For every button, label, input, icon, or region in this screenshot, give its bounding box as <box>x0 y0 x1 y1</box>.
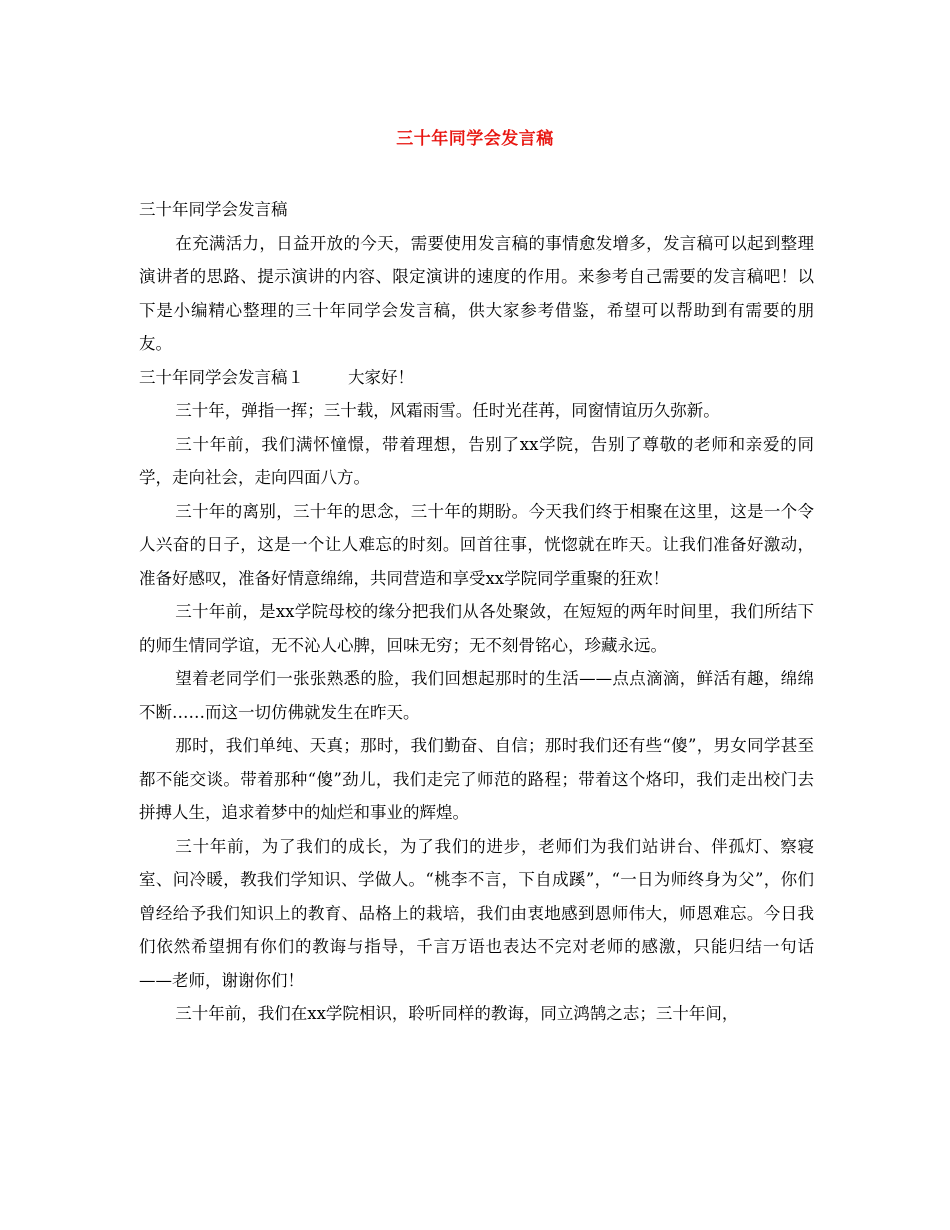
document-body <box>139 193 814 1031</box>
document-title: 三十年同学会发言稿 <box>396 129 554 149</box>
body-paragraph-6: 那时，我们单纯、天真；那时，我们勤奋、自信；那时我们还有些“傻”，男女同学甚至都不能交谈。带着那种“傻”劲儿，我们走完了师范的路程；带着这个烙印，我们走出校门去拼搏人生，追求着梦中的灿烂和事业的辉煌。 <box>139 736 814 822</box>
section-heading-line <box>139 361 814 395</box>
body-paragraph-2: 三十年前，我们满怀憧憬，带着理想，告别了xx学院，告别了尊敬的老师和亲爱的同学，走向社会，走向四面八方。 <box>139 434 814 487</box>
document-subtitle: 三十年同学会发言稿 <box>139 200 288 219</box>
body-paragraph-1: 三十年，弹指一挥；三十载，风霜雨雪。任时光荏苒，同窗情谊历久弥新。 <box>175 401 720 420</box>
body-paragraph-4: 三十年前，是xx学院母校的缘分把我们从各处聚敛，在短短的两年时间里，我们所结下的师生情同学谊，无不沁人心脾，回味无穷；无不刻骨铭心，珍藏永远。 <box>139 602 814 655</box>
body-paragraph-3: 三十年的离别，三十年的思念，三十年的期盼。今天我们终于相聚在这里，这是一个令人兴奋的日子，这是一个让人难忘的时刻。回首往事，恍惚就在昨天。让我们准备好激动，准备好感叹，准备好情意绵绵，共同营造和享受xx学院同学重聚的狂欢！ <box>139 501 814 588</box>
greeting: 大家好！ <box>348 367 414 387</box>
body-paragraph-5: 望着老同学们一张张熟悉的脸，我们回想起那时的生活——点点滴滴，鲜活有趣，绵绵不断……而这一切仿佛就发生在昨天。 <box>139 669 814 722</box>
intro-paragraph: 在充满活力，日益开放的今天，需要使用发言稿的事情愈发增多，发言稿可以起到整理演讲者的思路、提示演讲的内容、限定演讲的速度的作用。来参考自己需要的发言稿吧！以下是小编精心整理的三十年同学会发言稿，供大家参考借鉴，希望可以帮助到有需要的朋友。 <box>139 233 814 353</box>
body-paragraph-7: 三十年前，为了我们的成长，为了我们的进步，老师们为我们站讲台、伴孤灯、察寝室、问冷暖，教我们学知识、学做人。“桃李不言，下自成蹊”，“一日为师终身为父”，你们曾经给予我们知识上的教育、品格上的栽培，我们由衷地感到恩师伟大，师恩难忘。今日我们依然希望拥有你们的教诲与指导，千言万语也表达不完对老师的感激，只能归结一句话——老师，谢谢你们！ <box>139 836 814 990</box>
section-heading: 三十年同学会发言稿１ <box>139 367 304 387</box>
body-paragraph-8: 三十年前，我们在xx学院相识，聆听同样的教诲，同立鸿鹄之志；三十年间， <box>175 1004 739 1023</box>
